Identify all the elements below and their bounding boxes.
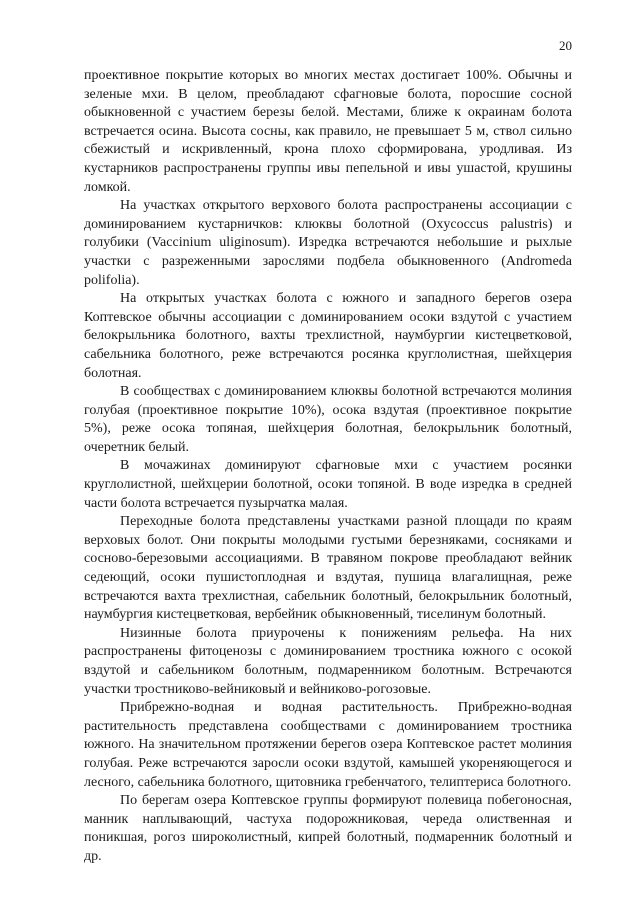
paragraph-2: На участках открытого верхового болота распространены ассоциации с доминированием кустарничков: клюквы болотной (Oxycoccus palustris) и голубики (Vaccinium uliginosum). Изредка встречаются небольшие и рыхлые участки с разреженными зарослями подбела обыкновенного (Andromeda polifolia). [84, 198, 572, 288]
paragraph-9: По берегам озера Коптевское группы формируют полевица побегоносная, манник наплывающий, частуха подорожниковая, череда олиственная и поникшая, рогоз широколистный, кипрей болотный, подмаренник болотный и др. [84, 793, 572, 864]
paragraph-8: Прибрежно-водная и водная растительность. Прибрежно-водная растительность представлена сообществами с доминированием тростника южного. На значительном протяжении берегов озера Коптевское растет молиния голубая. Реже встречаются заросли осоки вздутой, камышей укореняющегося и лесного, сабельника болотного, щитовника гребенчатого, телиптериса болотного. [84, 700, 572, 790]
paragraph-1: проективное покрытие которых во многих местах достигает 100%. Обычны и зеленые мхи. В целом, преобладают сфагновые болота, поросшие сосной обыкновенной с участием березы белой. Местами, ближе к окраинам болота встречается осина. Высота сосны, как правило, не превышает 5 м, ствол сильно сбежистый и искривленный, крона плохо сформирована, уродливая. Из кустарников распространены группы ивы пепельной и ивы ушастой, крушины ломкой. [84, 68, 572, 195]
body-text [84, 67, 572, 867]
paragraph-5: В мочажинах доминируют сфагновые мхи с участием росянки круглолистной, шейхцерии болотной, осоки топяной. В воде изредка в средней части болота встречается пузырчатка малая. [84, 458, 572, 511]
paragraph-4: В сообществах с доминированием клюквы болотной встречаются молиния голубая (проективное покрытие 10%), осока вздутая (проективное покрытие 5%), реже осока топяная, шейхцерия болотная, белокрыльник болотный, очеретник белый. [84, 384, 572, 455]
page-number: 20 [559, 38, 572, 53]
paragraph-7: Низинные болота приурочены к понижениям рельефа. На них распространены фитоценозы с доминированием тростника южного с осокой вздутой и сабельником болотным, подмаренником болотным. Встречаются участки тростниково-вейниковый и вейниково-рогозовые. [84, 625, 572, 697]
paragraph-6: Переходные болота представлены участками разной площади по краям верховых болот. Они покрыты молодыми густыми березняками, сосняками и сосново-березовыми ассоциациями. В травяном покрове преобладают вейник седеющий, осоки пушистоплодная и вздутая, пушица влагалищная, реже встречаются вахта трехлистная, сабельник болотный, белокрыльник болотный, наумбургия кистецветковая, вербейник обыкновенный, тиселинум болотный. [84, 514, 572, 623]
paragraph-3: На открытых участках болота с южного и западного берегов озера Коптевское обычны ассоциации с доминированием осоки вздутой с участием белокрыльника болотного, вахты трехлистной, наумбургии кистецветковой, сабельника болотного, реже встречаются росянка круглолистная, шейхцерия болотная. [84, 291, 572, 381]
